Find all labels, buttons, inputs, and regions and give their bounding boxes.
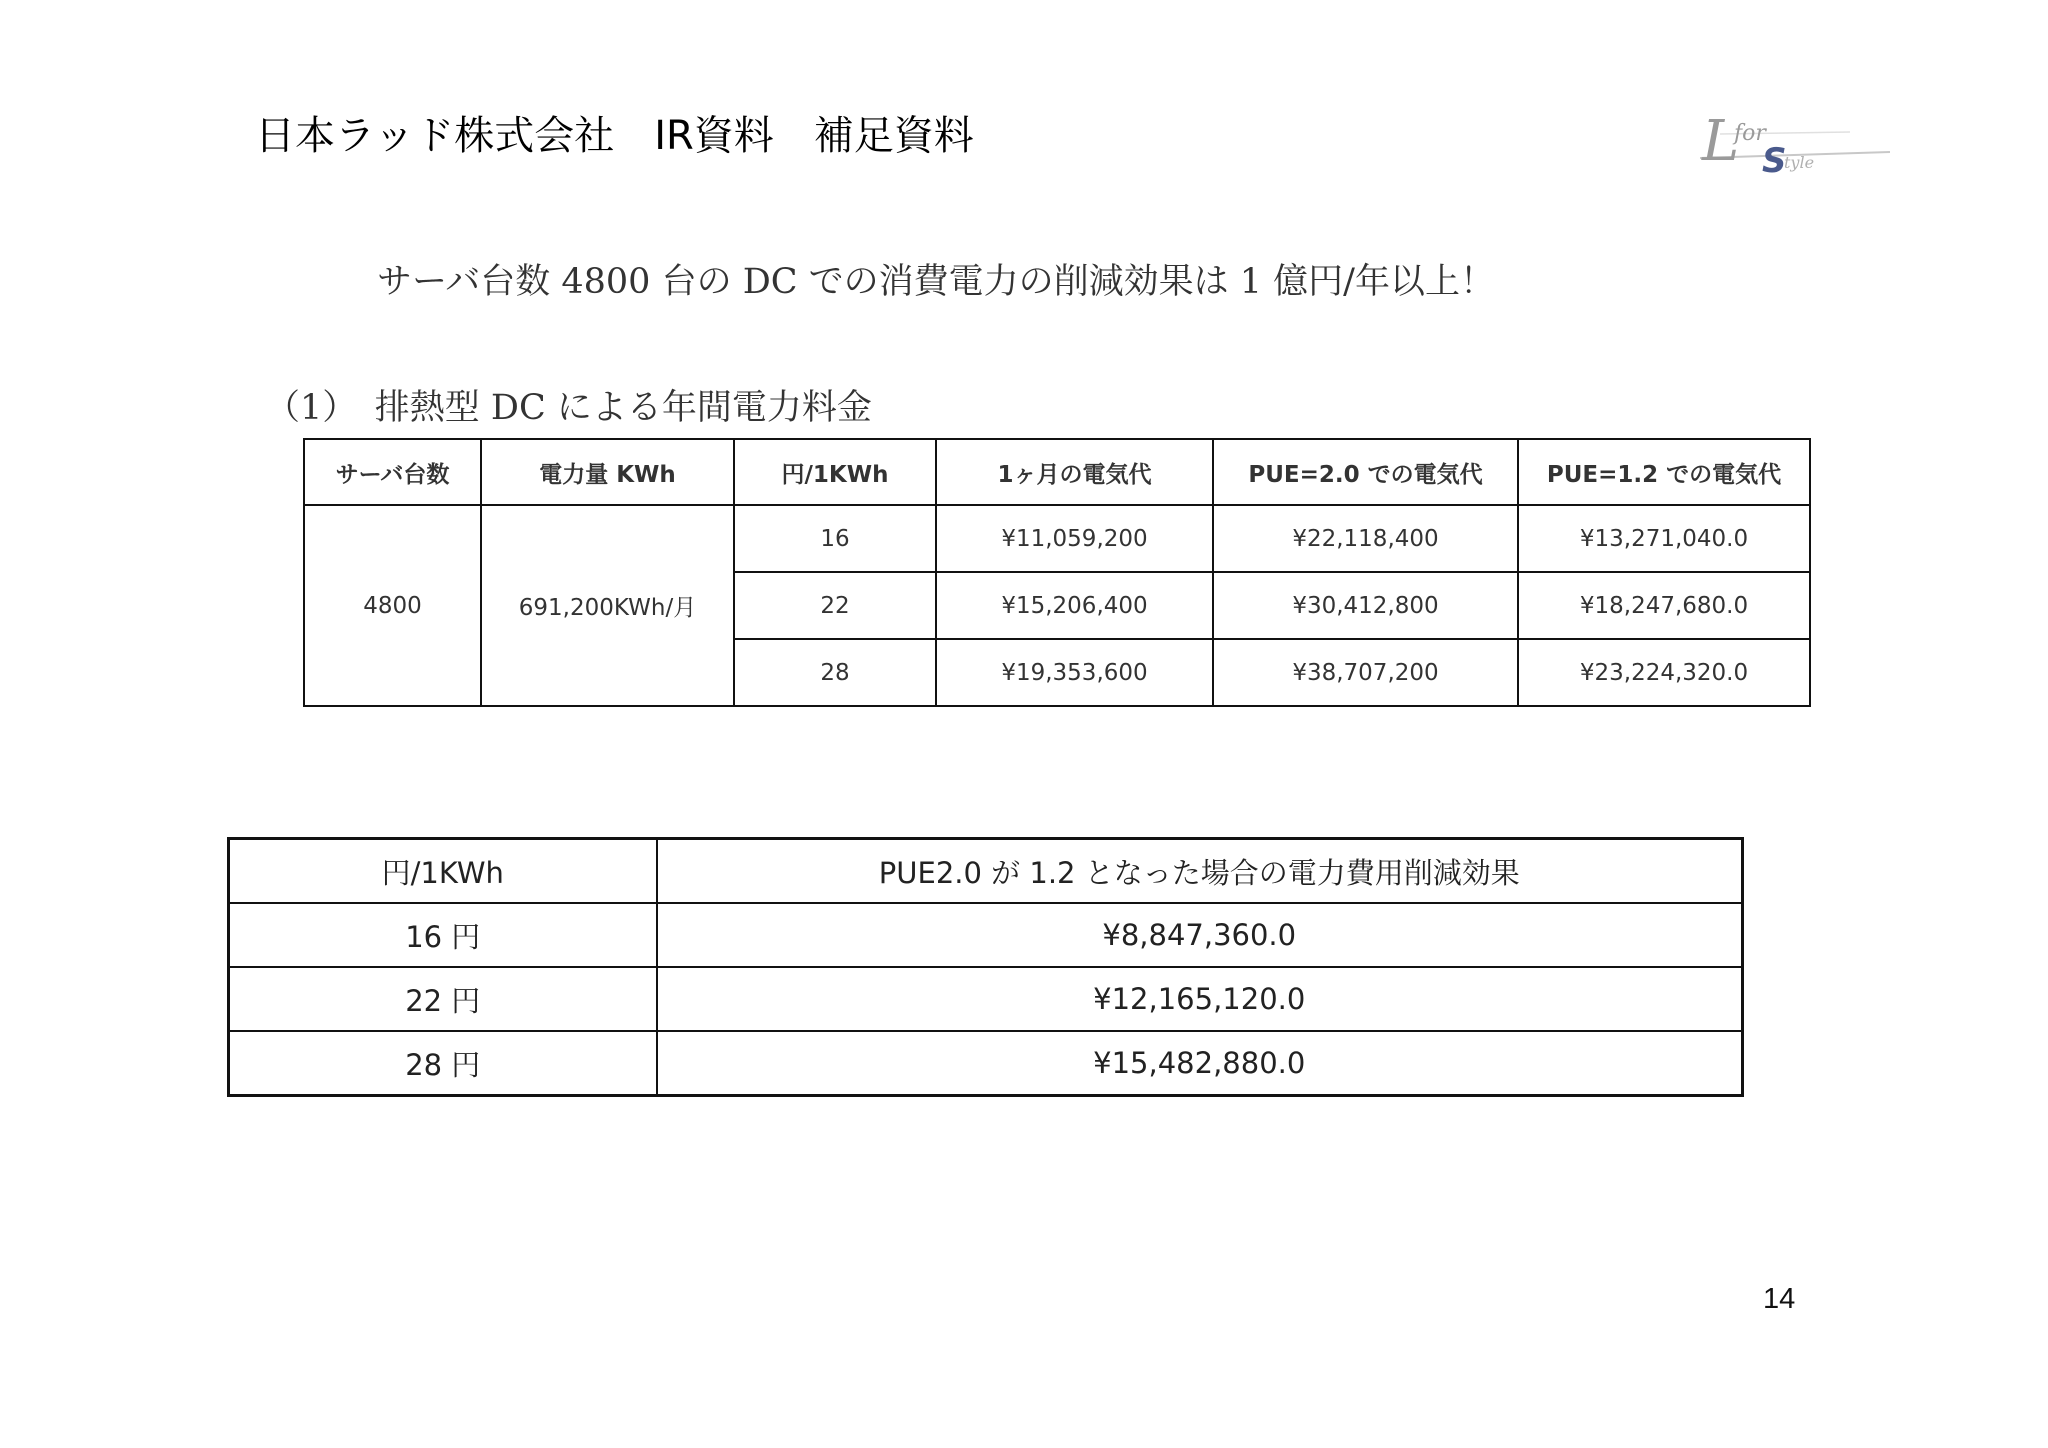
unit-price-cell: 16 円: [229, 903, 657, 967]
pue-2-cost-cell: ¥30,412,800: [1213, 572, 1518, 639]
savings-cell: ¥8,847,360.0: [657, 903, 1743, 967]
header-server-count: サーバ台数: [304, 439, 481, 505]
monthly-cost-cell: ¥11,059,200: [936, 505, 1213, 572]
pue-2-cost-cell: ¥38,707,200: [1213, 639, 1518, 706]
header-pue-1-2-cost: PUE=1.2 での電気代: [1518, 439, 1810, 505]
table-row: [229, 1031, 1743, 1096]
header-monthly-cost: 1ヶ月の電気代: [936, 439, 1213, 505]
header-unit-price: 円/1KWh: [734, 439, 936, 505]
svg-text:L: L: [1702, 109, 1740, 174]
table-header-row: [229, 839, 1743, 904]
pue-2-cost-cell: ¥22,118,400: [1213, 505, 1518, 572]
page-number: 14: [1763, 1283, 1796, 1315]
savings-cell: ¥12,165,120.0: [657, 967, 1743, 1031]
section-title: （1） 排熱型 DC による年間電力料金: [265, 388, 872, 428]
power-amount-cell: 691,200KWh/月: [481, 505, 734, 706]
svg-text:tyle: tyle: [1784, 153, 1815, 172]
table-row: [229, 967, 1743, 1031]
unit-price-cell: 16: [734, 505, 936, 572]
monthly-cost-cell: ¥15,206,400: [936, 572, 1213, 639]
pue-1-2-cost-cell: ¥23,224,320.0: [1518, 639, 1810, 706]
table-row: [229, 903, 1743, 967]
pue-1-2-cost-cell: ¥13,271,040.0: [1518, 505, 1810, 572]
server-count-cell: 4800: [304, 505, 481, 706]
svg-text:S: S: [1762, 141, 1787, 181]
company-logo: [1700, 100, 1890, 190]
table-row: [304, 505, 1810, 572]
electricity-cost-table: [303, 438, 1811, 707]
table-header-row: [304, 439, 1810, 505]
unit-price-cell: 28: [734, 639, 936, 706]
pue-1-2-cost-cell: ¥18,247,680.0: [1518, 572, 1810, 639]
header-power-amount: 電力量 KWh: [481, 439, 734, 505]
monthly-cost-cell: ¥19,353,600: [936, 639, 1213, 706]
svg-text:for: for: [1734, 121, 1766, 146]
unit-price-cell: 22: [734, 572, 936, 639]
header-savings-effect: PUE2.0 が 1.2 となった場合の電力費用削減効果: [657, 839, 1743, 904]
unit-price-cell: 28 円: [229, 1031, 657, 1096]
page-title: 日本ラッド株式会社 IR資料 補足資料: [255, 113, 974, 159]
savings-table: [227, 837, 1744, 1097]
unit-price-cell: 22 円: [229, 967, 657, 1031]
header-unit-price: 円/1KWh: [229, 839, 657, 904]
headline: サーバ台数 4800 台の DC での消費電力の削減効果は 1 億円/年以上！: [377, 262, 1495, 302]
savings-cell: ¥15,482,880.0: [657, 1031, 1743, 1096]
header-pue-2-cost: PUE=2.0 での電気代: [1213, 439, 1518, 505]
